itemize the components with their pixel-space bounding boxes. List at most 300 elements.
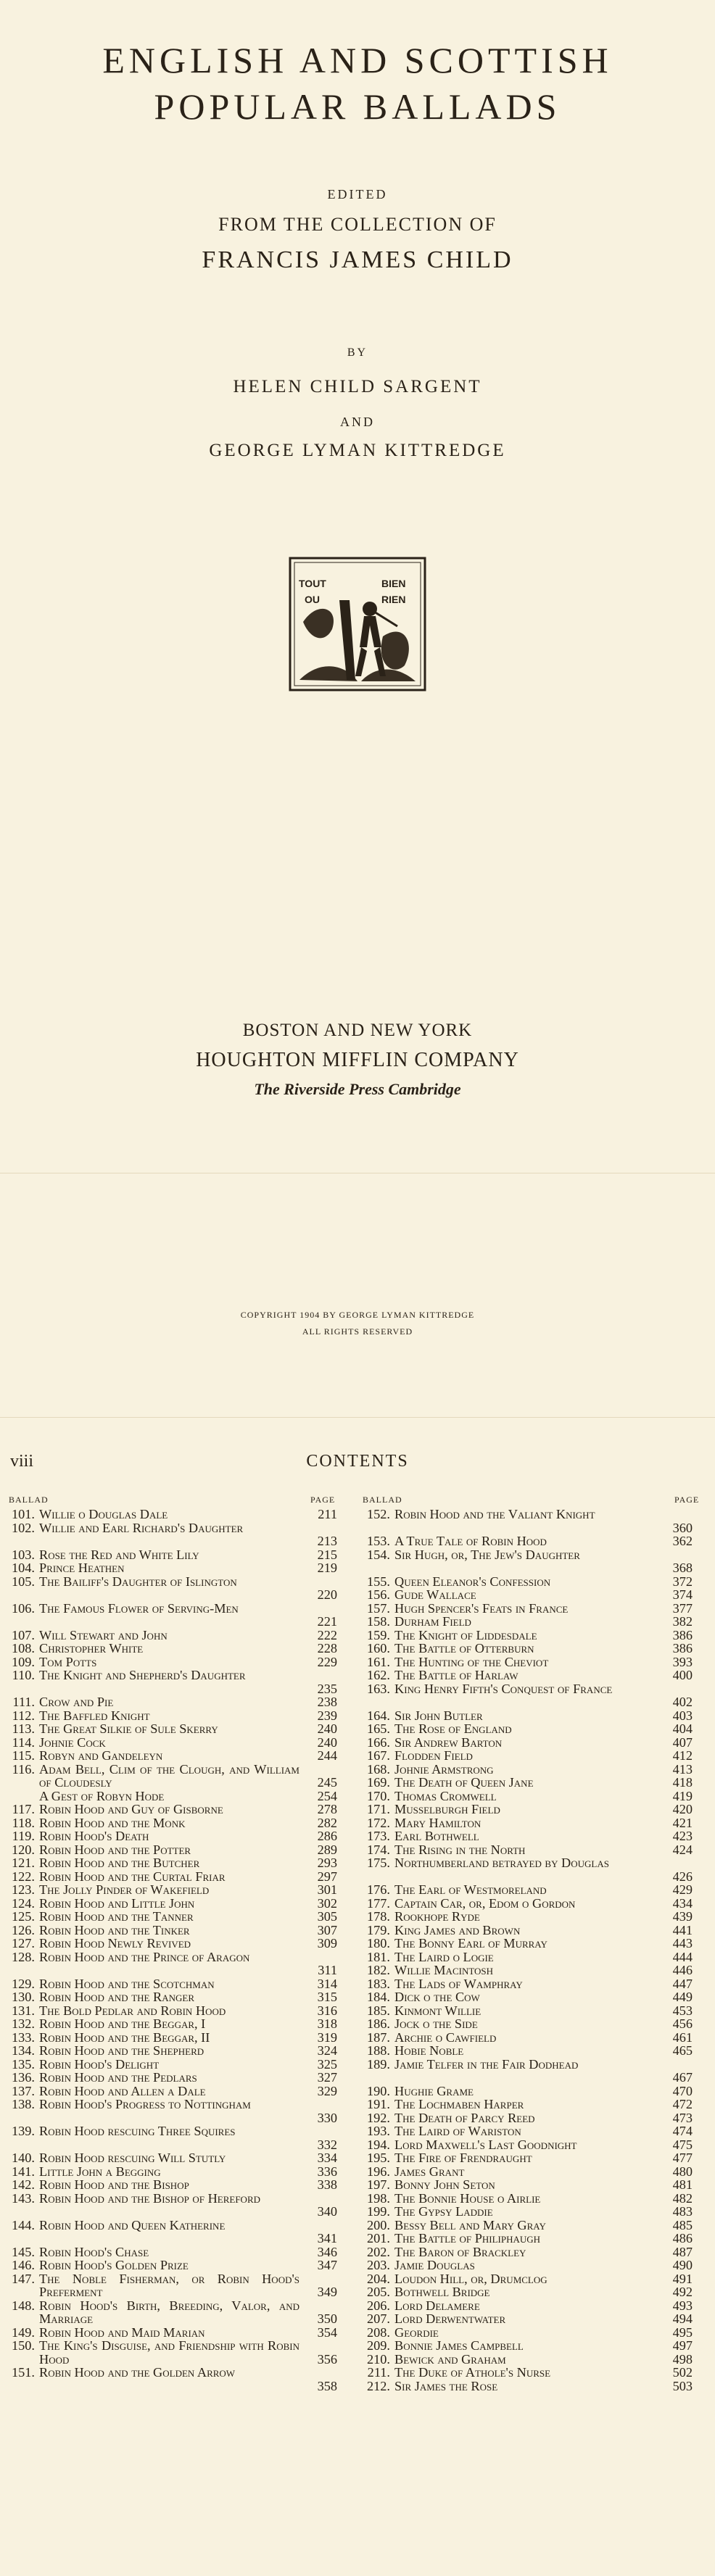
entry-page: 502 [672,2366,693,2380]
entry-page: 360 [672,1520,693,1534]
entry-title: The Fire of Frendraught [394,2151,532,2165]
entry-page: 362 [672,1534,693,1548]
contents-entry [363,1843,693,1857]
entry-page: 354 [317,2325,337,2339]
entry-title: The Rose of England [394,1722,512,1736]
entry-page: 485 [672,2218,693,2232]
collector-name: FRANCIS JAMES CHILD [202,246,513,273]
entry-number: 121. [12,1856,35,1870]
entry-number: 191. [367,2098,390,2111]
entry-number: 147. [12,2272,35,2286]
entry-number: 144. [12,2218,35,2232]
contents-entry [7,1722,337,1736]
entry-number: 193. [367,2124,390,2138]
entry-title: Little John a Begging [39,2164,161,2178]
entry-page: 325 [317,2057,337,2071]
entry-title: The Battle of Otterburn [394,1642,534,1655]
entry-number: 175. [367,1856,390,1870]
entry-number: 105. [12,1574,35,1589]
entry-title: Sir James the Rose [394,2379,498,2393]
entry-number: 141. [12,2164,35,2178]
contents-column-right [363,1508,693,2393]
entry-page: 330 [317,2110,337,2124]
contents-entry [363,2326,693,2340]
entry-number: 168. [367,1762,390,1776]
entry-page: 302 [317,1896,337,1910]
entry-page: 498 [672,2352,693,2366]
entry-page: 453 [672,2003,693,2017]
entry-page: 340 [317,2204,337,2219]
entry-title: Prince Heathen [39,1561,125,1575]
entry-number: 161. [367,1655,390,1669]
entry-page: 418 [672,1776,693,1790]
entry-number: 134. [12,2044,35,2058]
contents-entry [363,1709,693,1723]
contents-entry [7,1790,337,1803]
entry-title: Robin Hood and Guy of Gisborne [39,1803,223,1816]
entry-page: 487 [672,2245,693,2259]
entry-number: 157. [367,1601,390,1615]
entry-page: 220 [317,1587,337,1602]
entry-number: 212. [367,2379,390,2393]
entry-title: Robin Hood and the Prince of Aragon [39,1950,250,1964]
contents-entry [7,2058,337,2072]
contents-entry [363,2151,693,2165]
entry-number: 124. [12,1896,35,1910]
entry-title: Hobie Noble [394,2044,464,2058]
entry-page: 403 [672,1708,693,1722]
entry-title: Bewick and Graham [394,2352,506,2366]
contents-entry [363,1669,693,1682]
entry-page: 503 [672,2379,693,2393]
contents-entry [7,1870,337,1884]
entry-number: 164. [367,1708,390,1722]
entry-title: A True Tale of Robin Hood [394,1534,547,1548]
entry-title: The Lads of Wamphray [394,1977,523,1990]
entry-number: 201. [367,2232,390,2245]
contents-entry [363,1803,693,1816]
entry-title: The Rising in the North [394,1842,526,1856]
entry-title: Robin Hood's Death [39,1829,149,1843]
entry-page: 419 [672,1789,693,1803]
contents-entry [7,2245,337,2259]
entry-number: 116. [12,1762,35,1777]
entry-page: 309 [317,1937,337,1950]
entry-number: 123. [12,1883,35,1897]
entry-number: 172. [367,1816,390,1829]
entry-title: Robin Hood and the Tanner [39,1910,194,1924]
entry-page: 426 [672,1869,693,1883]
by-label: BY [347,346,368,359]
entry-title: Robin Hood and the Shepherd [39,2044,204,2058]
col-head-ballad-right: BALLAD [363,1495,402,1505]
entry-page: 465 [672,2044,693,2058]
contents-entry [7,1521,337,1548]
entry-title: Thomas Cromwell [394,1789,497,1803]
entry-number: 109. [12,1655,35,1669]
entry-number: 180. [367,1937,390,1950]
entry-number: 160. [367,1642,390,1655]
edited-label: EDITED [327,187,388,201]
contents-entry [363,1736,693,1750]
entry-number: 143. [12,2191,35,2206]
entry-title: The Knight and Shepherd's Daughter [39,1669,246,1682]
contents-entry [7,1695,337,1709]
contents-entry [363,2312,693,2326]
entry-page: 483 [672,2205,693,2219]
entry-page: 356 [317,2351,337,2366]
contents-entry [7,2085,337,2098]
entry-page: 244 [317,1749,337,1763]
entry-page: 286 [317,1829,337,1843]
entry-number: 209. [367,2339,390,2353]
entry-page: 423 [672,1829,693,1843]
entry-page: 282 [317,1816,337,1829]
contents-entry [363,1977,693,1991]
entry-page: 477 [672,2151,693,2165]
entry-page: 467 [672,2070,693,2085]
entry-title: Loudon Hill, or, Drumclog [394,2272,547,2285]
entry-title: Robin Hood and the Potter [39,1842,191,1856]
contents-entry [7,2098,337,2124]
entry-page: 301 [317,1883,337,1897]
entry-title: Robin Hood and the Butcher [39,1856,200,1870]
contents-entry [363,1642,693,1655]
entry-title: Robin Hood and the Beggar, I [39,2017,206,2031]
contents-entry [363,2004,693,2018]
entry-number: 183. [367,1977,390,1990]
entry-title: Robin Hood's Chase [39,2245,149,2259]
contents-entry [363,2138,693,2152]
entry-title: Adam Bell, Clim of the Clough, and William of Cloudesly [39,1762,299,1790]
entry-number: 204. [367,2272,390,2285]
entry-number: 128. [12,1950,35,1964]
entry-number: 154. [367,1547,390,1562]
entry-number: 159. [367,1628,390,1642]
entry-number: 150. [12,2339,35,2353]
entry-page: 400 [672,1669,693,1682]
entry-title: Robin Hood's Delight [39,2057,160,2071]
entry-number: 139. [12,2124,35,2138]
entry-number: 136. [12,2071,35,2085]
entry-title: The Bonnie House o Airlie [394,2191,541,2205]
entry-number: 155. [367,1574,390,1588]
entry-page: 444 [672,1950,693,1964]
contents-entry [7,1950,337,1977]
contents-entry [7,1977,337,1991]
entry-number: 194. [367,2137,390,2151]
contents-entry [7,1629,337,1642]
entry-number: 185. [367,2003,390,2017]
contents-entry [363,1816,693,1830]
entry-number: 179. [367,1923,390,1937]
from-collection-label: FROM THE COLLECTION OF [218,214,497,235]
entry-title: The Death of Parcy Reed [394,2111,535,2124]
entry-page: 332 [317,2137,337,2151]
entry-number: 198. [367,2191,390,2205]
entry-number: 196. [367,2164,390,2178]
contents-entry [7,1763,337,1790]
entry-title: Christopher White [39,1642,144,1655]
contents-entry [363,2205,693,2219]
entry-page: 472 [672,2098,693,2111]
contents-entry [7,1561,337,1575]
entry-page: 429 [672,1883,693,1897]
entry-number: 122. [12,1869,35,1883]
entry-page: 341 [317,2231,337,2245]
contents-entry [363,1763,693,1777]
entry-title: Captain Car, or, Edom o Gordon [394,1896,576,1910]
entry-number: 149. [12,2325,35,2339]
entry-number: 131. [12,2003,35,2017]
contents-entry [363,1964,693,1977]
entry-title: The Hunting of the Cheviot [394,1655,549,1669]
contents-entry [363,1910,693,1924]
entry-title: Robin Hood and the Bishop of Hereford [39,2191,261,2206]
entry-page: 473 [672,2111,693,2124]
contents-entry [363,1655,693,1669]
entry-number: 119. [12,1829,35,1843]
entry-number: 102. [12,1521,35,1535]
entry-number: 211. [367,2366,390,2380]
entry-title: Hughie Grame [394,2084,474,2098]
entry-title: The Lochmaben Harper [394,2098,524,2111]
contents-entry [363,2111,693,2125]
entry-title: Dick o the Cow [394,1990,480,2004]
entry-number: 207. [367,2312,390,2326]
contents-entry [7,2151,337,2165]
entry-number: 167. [367,1749,390,1763]
entry-page: 293 [317,1856,337,1870]
contents-entry [7,1910,337,1924]
piper-emblem-icon [289,557,426,691]
contents-entry [363,2219,693,2232]
entry-page: 239 [317,1708,337,1722]
entry-title: Willie and Earl Richard's Daughter [39,1521,244,1535]
entry-page: 481 [672,2178,693,2192]
entry-number: 117. [12,1803,35,1816]
entry-number: 184. [367,1990,390,2004]
contents-entry [363,2285,693,2299]
contents-entry [7,2044,337,2058]
entry-title: Sir Andrew Barton [394,1735,503,1749]
contents-entry [7,1602,337,1629]
entry-title: The Noble Fisherman, or Robin Hood's Preferment [39,2272,299,2299]
entry-title: Sir John Butler [394,1708,483,1722]
entry-number: 210. [367,2352,390,2366]
entry-number: 140. [12,2151,35,2165]
entry-page: 494 [672,2312,693,2326]
entry-number: 151. [12,2366,35,2380]
contents-entry [7,1642,337,1655]
entry-title: Robin Hood and the Scotchman [39,1977,215,1990]
entry-title: Rookhope Ryde [394,1910,480,1924]
entry-page: 497 [672,2339,693,2353]
entry-title: Bonny John Seton [394,2178,495,2192]
entry-number: 174. [367,1842,390,1856]
entry-page: 329 [317,2084,337,2098]
contents-column-left [7,1508,337,2393]
contents-entry [7,1883,337,1897]
contents-entry [363,1682,693,1709]
motto-word-bien: BIEN [381,578,406,589]
entry-page: 222 [317,1628,337,1642]
contents-entry [7,1508,337,1521]
entry-page: 404 [672,1722,693,1736]
contents-entry [7,1829,337,1843]
entry-number: 197. [367,2178,390,2192]
contents-entry [363,1548,693,1575]
entry-title: The Gypsy Laddie [394,2205,493,2219]
entry-number: 125. [12,1910,35,1924]
contents-entry [7,2124,337,2151]
entry-title: Robin Hood Newly Revived [39,1937,191,1950]
entry-number: 203. [367,2259,390,2272]
entry-title: Crow and Pie [39,1695,114,1709]
entry-title: The Baffled Knight [39,1708,150,1722]
contents-entry [363,2339,693,2353]
entry-page: 474 [672,2124,693,2138]
entry-number: 166. [367,1735,390,1749]
entry-title: Robin Hood rescuing Three Squires [39,2124,236,2138]
entry-number: 156. [367,1588,390,1602]
entry-number: 189. [367,2057,390,2072]
entry-number: 110. [12,1669,35,1682]
entry-number: 148. [12,2298,35,2313]
contents-heading: CONTENTS [306,1452,409,1471]
contents-entry [363,2299,693,2313]
entry-number: 169. [367,1776,390,1790]
contents-entry [363,2366,693,2380]
entry-number: 103. [12,1547,35,1561]
entry-title: Robin Hood and Queen Katherine [39,2218,226,2232]
entry-title: The Knight of Liddesdale [394,1628,537,1642]
entry-number: 115. [12,1749,35,1763]
contents-entry [7,2272,337,2299]
entry-title: Robin Hood's Birth, Breeding, Valor, and Marriage [39,2298,299,2326]
contents-entry [363,1575,693,1589]
entry-page: 245 [317,1775,337,1790]
entry-number: 138. [12,2098,35,2111]
entry-title: Northumberland betrayed by Douglas [394,1856,609,1870]
publisher-place: BOSTON AND NEW YORK [242,1021,473,1040]
entry-number: 177. [367,1896,390,1910]
contents-entry [7,1990,337,2004]
contents-entry [363,1937,693,1950]
entry-title: The Duke of Athole's Nurse [394,2366,551,2380]
contents-entry [7,2219,337,2245]
entry-title: Archie o Cawfield [394,2030,497,2044]
entry-page: 421 [672,1816,693,1829]
entry-number: 202. [367,2245,390,2259]
entry-page: 238 [317,1695,337,1709]
contents-entry [7,1843,337,1857]
entry-page: 482 [672,2191,693,2205]
contents-entry [7,2192,337,2219]
entry-page: 318 [317,2017,337,2031]
entry-number: 188. [367,2044,390,2058]
page-number: viii [10,1452,34,1471]
entry-title: Robin Hood's Golden Prize [39,2259,189,2272]
entry-number: 181. [367,1950,390,1964]
entry-title: The Earl of Westmoreland [394,1883,547,1897]
entry-title: The Famous Flower of Serving-Men [39,1601,239,1616]
entry-number: 195. [367,2151,390,2165]
entry-number: 101. [12,1508,35,1521]
entry-page: 228 [317,1642,337,1655]
entry-number: 190. [367,2084,390,2098]
entry-title: Bonnie James Campbell [394,2339,524,2353]
entry-title: Will Stewart and John [39,1628,168,1642]
contents-entry [7,2004,337,2018]
contents-entry [363,2058,693,2085]
entry-number: 114. [12,1735,35,1749]
entry-title: Jamie Telfer in the Fair Dodhead [394,2057,579,2072]
entry-page: 338 [317,2178,337,2192]
rights-line: ALL RIGHTS RESERVED [302,1326,413,1337]
entry-page: 382 [672,1615,693,1629]
entry-title: Willie o Douglas Dale [39,1508,168,1521]
entry-number: 186. [367,2017,390,2031]
entry-page: 289 [317,1842,337,1856]
contents-entry [7,1669,337,1695]
entry-number: 205. [367,2285,390,2299]
contents-entry [363,1508,693,1534]
entry-title: The Laird of Wariston [394,2124,521,2138]
entry-page: 254 [317,1789,337,1803]
entry-title: Robin Hood and Maid Marian [39,2325,205,2339]
contents-entry [363,2044,693,2058]
entry-title: Tom Potts [39,1655,97,1669]
entry-title: The Death of Queen Jane [394,1776,534,1790]
contents-entry [7,1736,337,1750]
entry-number: 118. [12,1816,35,1829]
contents-entry [363,2272,693,2286]
entry-title: Robin Hood and the Monk [39,1816,186,1829]
entry-number: 170. [367,1789,390,1803]
entry-number: 153. [367,1534,390,1548]
entry-title: A Gest of Robyn Hode [39,1789,165,1803]
entry-page: 441 [672,1923,693,1937]
entry-page: 327 [317,2071,337,2085]
contents-entry [363,1629,693,1642]
contents-entry [7,1749,337,1763]
entry-number: 133. [12,2030,35,2044]
entry-number: 130. [12,1990,35,2004]
entry-page: 215 [317,1547,337,1561]
entry-title: The Bailiff's Daughter of Islington [39,1574,237,1589]
entry-page: 492 [672,2285,693,2299]
contents-entry [7,2339,337,2366]
editor-2-name: GEORGE LYMAN KITTREDGE [209,441,506,460]
entry-number: 158. [367,1615,390,1629]
entry-page: 491 [672,2272,693,2285]
entry-number: 106. [12,1601,35,1616]
entry-title: Rose the Red and White Lily [39,1547,199,1561]
entry-number: 127. [12,1937,35,1950]
contents-entry [363,1722,693,1736]
contents-entry [363,1534,693,1548]
entry-number: 208. [367,2325,390,2339]
entry-page: 229 [317,1655,337,1669]
entry-title: Robin Hood rescuing Will Stutly [39,2151,226,2165]
entry-page: 446 [672,1964,693,1977]
entry-page: 439 [672,1910,693,1924]
publisher-emblem [289,557,426,691]
contents-entry [363,1924,693,1937]
contents-entry [7,1856,337,1870]
entry-page: 447 [672,1977,693,1990]
